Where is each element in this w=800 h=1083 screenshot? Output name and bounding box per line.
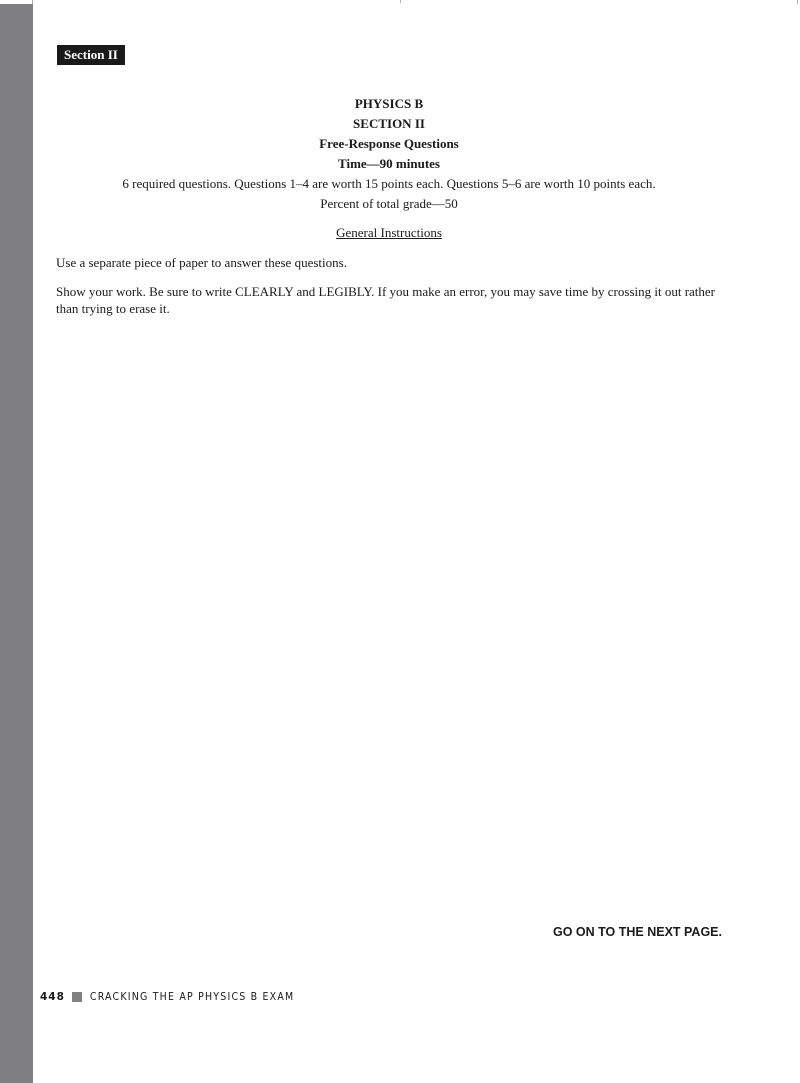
instruction-paragraph: Use a separate piece of paper to answer these questions. <box>56 255 347 270</box>
next-page-notice: GO ON TO THE NEXT PAGE. <box>552 925 722 939</box>
crop-mark-right <box>797 0 798 4</box>
footer-square-icon <box>72 992 82 1002</box>
exam-header <box>33 94 745 243</box>
page-footer <box>40 991 294 1003</box>
question-description: 6 required questions. Questions 1–4 are worth 15 points each. Questions 5–6 are worth 10 points each. <box>122 176 656 191</box>
subject-title: PHYSICS B <box>354 96 424 111</box>
question-type: Free-Response Questions <box>319 136 459 151</box>
crop-mark-left <box>32 0 33 4</box>
left-margin-bar <box>0 4 33 1083</box>
book-title: CRACKING THE AP PHYSICS B EXAM <box>89 991 295 1003</box>
section-tab: Section II <box>57 45 125 65</box>
section-title: SECTION II <box>353 116 425 131</box>
instruction-paragraph: Show your work. Be sure to write CLEARLY and LEGIBLY. If you make an error, you may save time by crossing it out rather than trying to erase it. <box>56 284 716 316</box>
time-limit: Time—90 minutes <box>338 156 440 171</box>
instructions-heading: General Instructions <box>336 225 442 240</box>
page-number: 448 <box>40 991 65 1003</box>
crop-mark-center <box>400 0 401 3</box>
grade-percent: Percent of total grade—50 <box>320 196 458 211</box>
